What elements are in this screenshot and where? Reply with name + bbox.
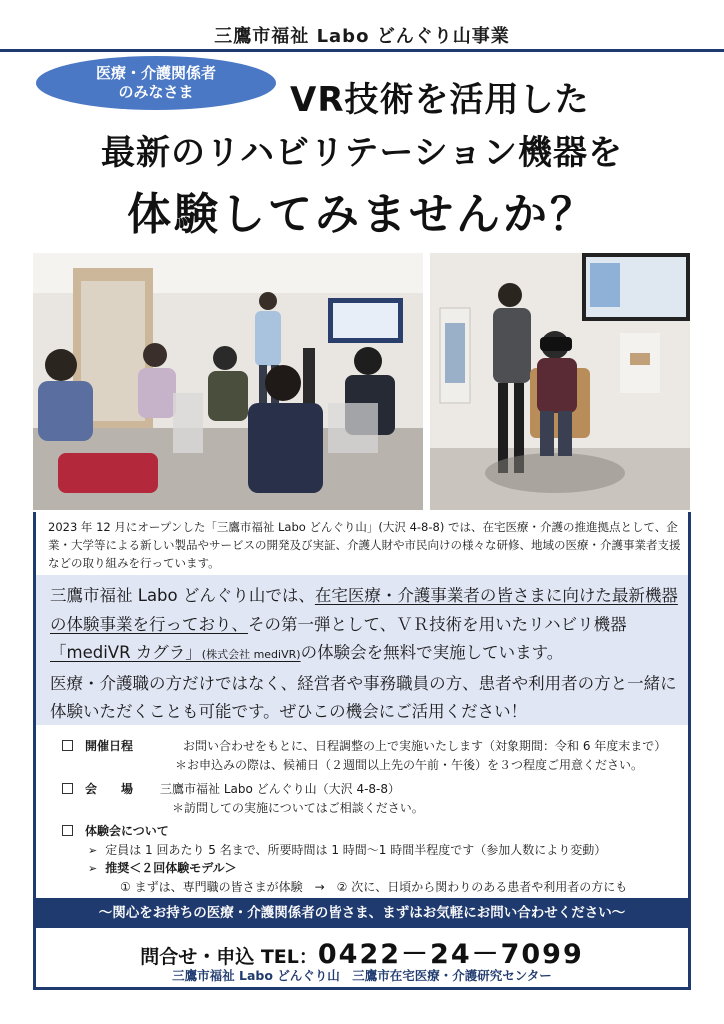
highlight-text-c: の体験会を無料で実施しています。 xyxy=(300,643,564,662)
arrow-bullet-icon: ➢ xyxy=(88,844,98,857)
highlight-text xyxy=(50,582,680,727)
vr-demo-photo xyxy=(430,253,690,510)
headline-line3: 体験してみませんか？ xyxy=(127,189,597,240)
venue-label: 会 場 xyxy=(85,782,134,796)
schedule-text: お問い合わせをもとに、日程調整の上で実施いたします（対象期間：令和 6 年度末まで） xyxy=(183,739,667,753)
phone-number[interactable]: 0422－24－7099 xyxy=(317,939,584,970)
venue-note: ＊訪問しての実施についてはご相談ください。 xyxy=(172,801,424,815)
about-item-2-detail: ① まずは、専門職の皆さまが体験 → ② 次に、日頃から関わりのある患者や利用者の方にも xyxy=(120,880,628,894)
audience-badge-line2: のみなさま xyxy=(118,83,194,101)
about-label: 体験会について xyxy=(85,824,169,838)
organization-title: 三鷹市福祉 Labo どんぐり山事業 xyxy=(214,26,510,47)
footer-organizations: 三鷹市福祉 Labo どんぐり山 三鷹市在宅医療・介護研究センター xyxy=(172,968,552,983)
about-row xyxy=(62,822,169,839)
highlight-paragraph-1 xyxy=(50,582,680,670)
schedule-label: 開催日程 xyxy=(85,739,134,753)
headline-line1: VR技術を活用した xyxy=(290,80,590,120)
highlight-text-b: その第一弾として、ＶＲ技術を用いたリハビリ機器 xyxy=(248,614,627,634)
headline-line2: 最新のリハビリテーション機器を xyxy=(101,133,623,173)
highlight-text-a: 三鷹市福祉 Labo どんぐり山では、 xyxy=(50,586,315,605)
highlight-underlined-1: 在宅医療・介護事業者の皆さまに向けた最新機器の体験事業を行っており、 xyxy=(50,586,678,634)
highlight-paragraph-2: 医療・介護職の方だけではなく、経営者や事務職員の方、患者や利用者の方と一緒に体験いただくことも可能です。ぜひこの機会にご活用ください！ xyxy=(50,673,677,721)
about-item-2-text: 推奨＜２回体験モデル＞ xyxy=(105,861,237,875)
venue-row xyxy=(62,780,400,797)
checkbox-icon xyxy=(62,740,73,751)
about-item-1-text: 定員は 1 回あたり 5 名まで、所要時間は 1 時間～1 時間半程度です（参加人数により変動） xyxy=(105,843,607,857)
seminar-photo xyxy=(33,253,423,510)
checkbox-icon xyxy=(62,825,73,836)
checkbox-icon xyxy=(62,783,73,794)
about-item-1 xyxy=(88,841,606,858)
intro-paragraph: 2023 年 12 月にオープンした「三鷹市福祉 Labo どんぐり山」(大沢 4-8-8) では、在宅医療・介護の推進拠点として、企業・大学等による新しい製品やサービスの開発及び実証、介護人財や市民向けの様々な研修、地域の医療・介護事業者支援などの取り組みを行っています。 xyxy=(48,520,681,570)
venue-text: 三鷹市福祉 Labo どんぐり山（大沢 4-8-8） xyxy=(160,782,401,796)
arrow-bullet-icon: ➢ xyxy=(88,862,98,875)
contact-label: 問合せ・申込 TEL： xyxy=(140,946,318,968)
product-company: (株式会社 mediVR) xyxy=(201,648,301,661)
audience-badge-line1: 医療・介護関係者 xyxy=(95,64,216,82)
product-name xyxy=(50,643,301,662)
product-name-text: 「mediVR カグラ」 xyxy=(50,643,202,662)
schedule-note: ＊お申込みの際は、候補日（２週間以上先の午前・午後）を３つ程度ご用意ください。 xyxy=(175,758,644,772)
header-divider xyxy=(0,49,724,52)
audience-badge xyxy=(36,56,276,110)
about-item-2 xyxy=(88,859,237,876)
invitation-banner: ～関心をお持ちの医療・介護関係者の皆さま、まずはお気軽にお問い合わせください～ xyxy=(33,898,691,928)
schedule-row xyxy=(62,737,666,754)
